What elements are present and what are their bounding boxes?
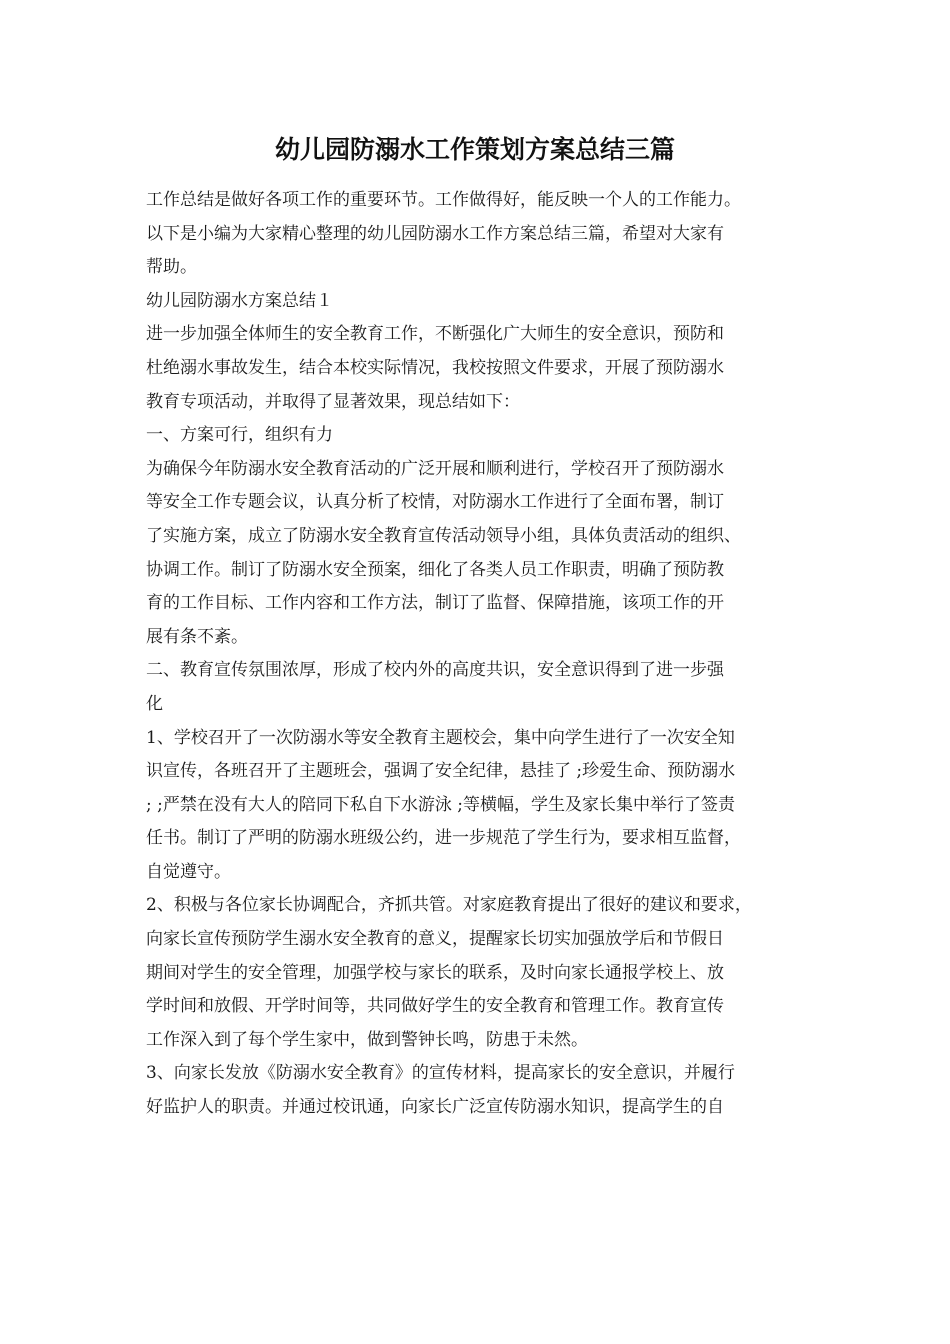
body-line: 幼儿园防溺水方案总结１ [146,290,333,311]
body-line: 一、方案可行，组织有力 [146,425,333,446]
body-line: 学时间和放假、开学时间等，共同做好学生的安全教育和管理工作。教育宣传 [146,996,724,1017]
body-line: 期间对学生的安全管理，加强学校与家长的联系，及时向家长通报学校上、放 [146,962,724,983]
body-line: 2、积极与各位家长协调配合，齐抓共管。对家庭教育提出了很好的建议和要求， [146,895,752,916]
body-line: 二、教育宣传氛围浓厚，形成了校内外的高度共识，安全意识得到了进一步强 [146,660,724,681]
body-line: 展有条不紊。 [146,626,248,647]
body-line: 工作总结是做好各项工作的重要环节。工作做得好，能反映一个人的工作能力。 [146,190,741,210]
body-line: 1、学校召开了一次防溺水等安全教育主题校会，集中向学生进行了一次安全知 [146,727,735,748]
body-line: 以下是小编为大家精心整理的幼儿园防溺水工作方案总结三篇，希望对大家有 [146,223,724,244]
body-line: 工作深入到了每个学生家中，做到警钟长鸣，防患于未然。 [146,1029,588,1050]
body-line: 识宣传，各班召开了主题班会，强调了安全纪律，悬挂了 ;珍爱生命、预防溺水 [146,761,736,782]
body-line: 3、向家长发放《防溺水安全教育》的宣传材料，提高家长的安全意识，并履行 [146,1063,735,1084]
body-line: 向家长宣传预防学生溺水安全教育的意义，提醒家长切实加强放学后和节假日 [146,929,724,950]
body-line: 好监护人的职责。并通过校讯通，向家长广泛宣传防溺水知识，提高学生的自 [146,1097,724,1118]
body-line: 育的工作目标、工作内容和工作方法，制订了监督、保障措施，该项工作的开 [146,593,724,614]
document-body [146,184,826,1125]
body-line: 化 [146,693,163,714]
document-title: 幼儿园防溺水工作策划方案总结三篇 [274,135,675,164]
body-line: 了实施方案，成立了防溺水安全教育宣传活动领导小组，具体负责活动的组织、 [146,525,741,546]
body-line: 杜绝溺水事故发生，结合本校实际情况，我校按照文件要求，开展了预防溺水 [146,357,724,378]
body-line: ; ;严禁在没有大人的陪同下私自下水游泳 ;等横幅，学生及家长集中举行了签责 [146,794,735,815]
body-line: 进一步加强全体师生的安全教育工作，不断强化广大师生的安全意识，预防和 [146,324,724,345]
body-line: 为确保今年防溺水安全教育活动的广泛开展和顺利进行，学校召开了预防溺水 [146,458,724,479]
body-line: 等安全工作专题会议，认真分析了校情，对防溺水工作进行了全面布署，制订 [146,492,724,513]
body-line: 教育专项活动，并取得了显著效果，现总结如下： [146,391,520,412]
body-line: 协调工作。制订了防溺水安全预案，细化了各类人员工作职责，明确了预防教 [146,559,724,580]
body-line: 自觉遵守。 [146,861,231,882]
body-line: 任书。制订了严明的防溺水班级公约，进一步规范了学生行为，要求相互监督， [146,828,741,849]
body-line: 帮助。 [146,257,197,278]
